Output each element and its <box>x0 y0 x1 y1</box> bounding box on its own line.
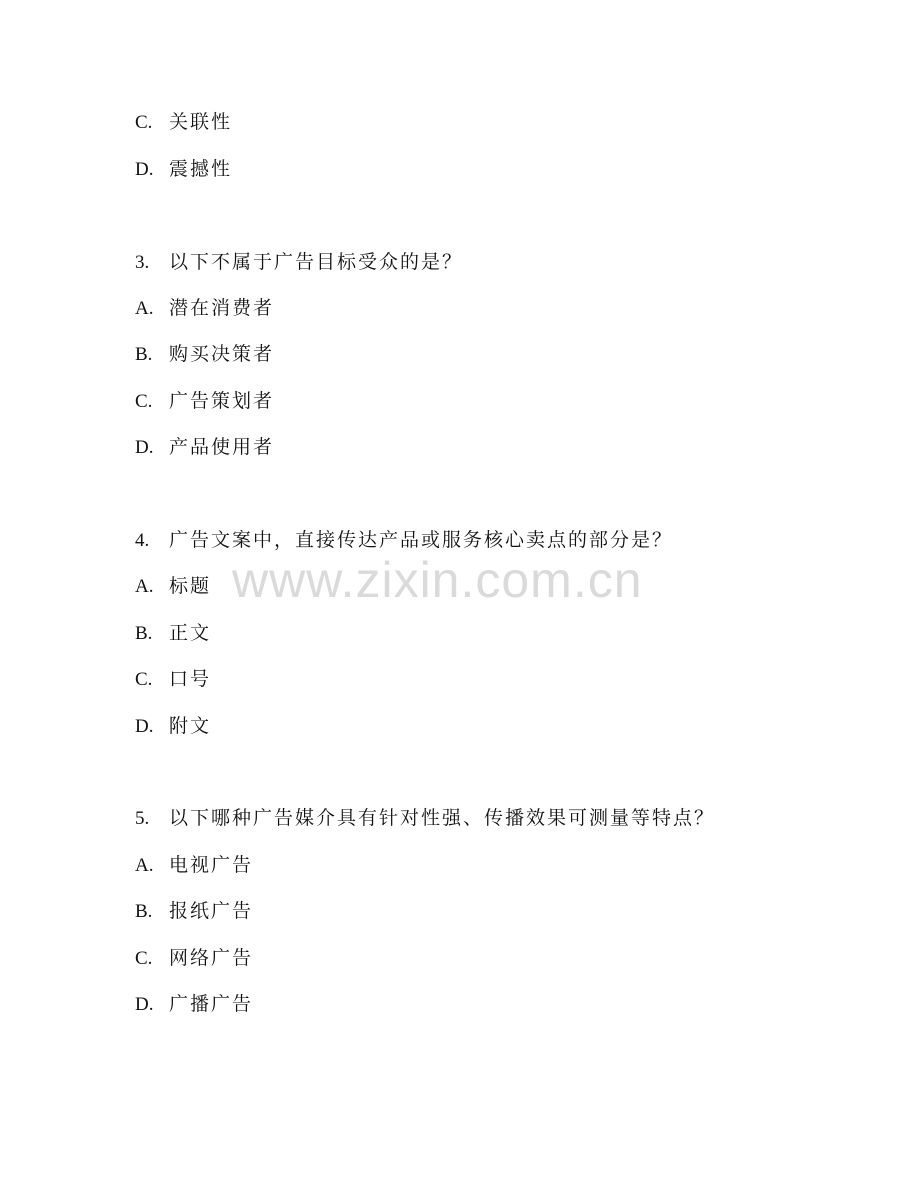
option-text: 口号 <box>169 668 212 690</box>
question-number: 4. <box>135 530 150 551</box>
option-label: A. <box>135 855 154 876</box>
option-label: A. <box>135 576 154 597</box>
option-label: B. <box>135 344 153 365</box>
watermark: www.zixin.com.cn <box>232 552 643 608</box>
option-c <box>135 944 253 972</box>
option-d <box>135 155 232 183</box>
option-label: C. <box>135 669 153 690</box>
option-text: 电视广告 <box>169 854 254 876</box>
option-d <box>135 712 211 740</box>
question-3 <box>135 248 463 276</box>
option-text: 正文 <box>169 622 212 644</box>
option-label: D. <box>135 716 154 737</box>
option-text: 关联性 <box>169 111 233 133</box>
option-d <box>135 433 274 461</box>
option-d <box>135 990 253 1018</box>
option-label: A. <box>135 298 154 319</box>
option-label: C. <box>135 948 153 969</box>
option-label: D. <box>135 437 154 458</box>
question-text: 广告文案中，直接传达产品或服务核心卖点的部分是？ <box>169 529 674 551</box>
option-label: C. <box>135 391 153 412</box>
option-a <box>135 294 274 322</box>
option-text: 震撼性 <box>169 158 233 180</box>
option-label: B. <box>135 623 153 644</box>
option-text: 潜在消费者 <box>169 297 275 319</box>
option-a <box>135 572 211 600</box>
option-text: 报纸广告 <box>169 900 254 922</box>
option-text: 购买决策者 <box>169 343 275 365</box>
option-label: D. <box>135 159 154 180</box>
option-b <box>135 340 274 368</box>
question-text: 以下哪种广告媒介具有针对性强、传播效果可测量等特点？ <box>169 807 716 829</box>
option-a <box>135 851 253 879</box>
option-b <box>135 619 211 647</box>
question-number: 3. <box>135 252 150 273</box>
option-text: 标题 <box>169 575 212 597</box>
option-text: 网络广告 <box>169 947 254 969</box>
option-text: 广播广告 <box>169 993 254 1015</box>
question-number: 5. <box>135 808 150 829</box>
option-text: 附文 <box>169 715 212 737</box>
option-label: C. <box>135 112 153 133</box>
option-text: 产品使用者 <box>169 436 275 458</box>
option-label: D. <box>135 994 154 1015</box>
option-label: B. <box>135 901 153 922</box>
option-c <box>135 108 232 136</box>
question-text: 以下不属于广告目标受众的是？ <box>169 251 464 273</box>
option-b <box>135 897 253 925</box>
option-text: 广告策划者 <box>169 390 275 412</box>
option-c <box>135 387 274 415</box>
question-5 <box>135 804 715 832</box>
option-c <box>135 665 211 693</box>
